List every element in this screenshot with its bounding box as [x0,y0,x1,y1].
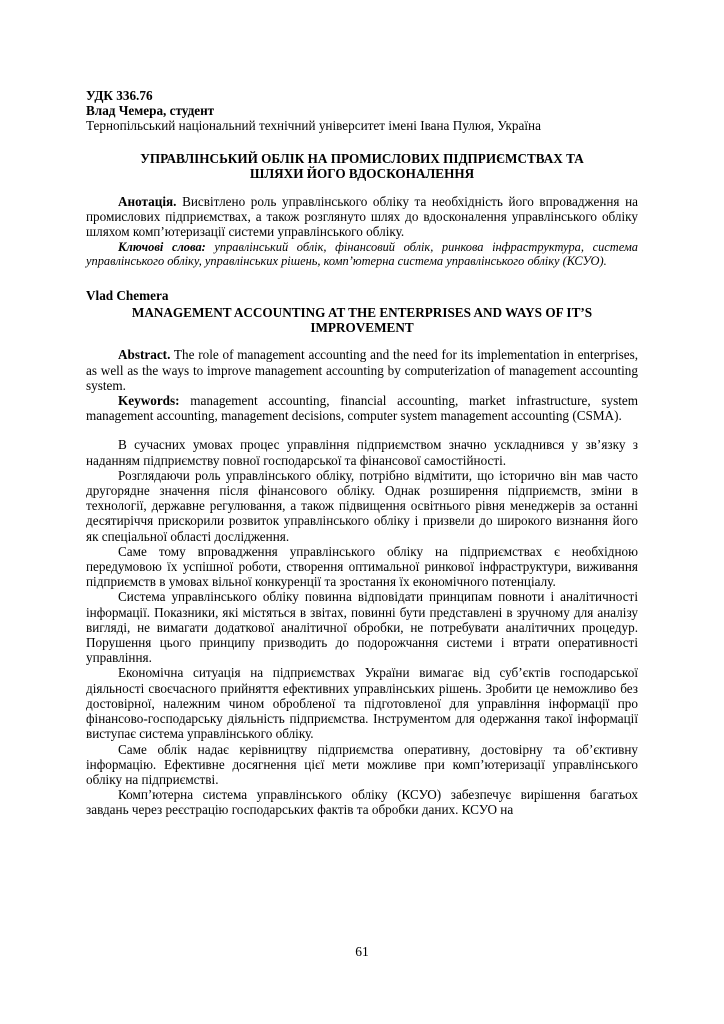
abstract-text: The role of management accounting and the need for its implementation in enterprises, as well as the ways to improve management accounting by computerization of management accounting system. [86,347,638,393]
keywords-en-text: management accounting, financial accounting, market infrastructure, system management accounting, management decisions, computer system management accounting (CSMA). [86,393,638,424]
title-en: MANAGEMENT ACCOUNTING AT THE ENTERPRISES AND WAYS OF IT’S IMPROVEMENT [131,305,593,336]
body-paragraph-7: Комп’ютерна система управлінського обліку (КСУО) забезпечує вирішення багатьох завдань через реєстрацію господарських фактів та обробки даних. КСУО на [86,787,638,818]
paper-page [86,88,638,818]
keywords-en-label: Keywords: [118,393,180,409]
annotation-text: Висвітлено роль управлінського обліку та необхідність його впровадження на промислових підприємствах, а також розглянуто шлях до вдосконалення управлінського обліку шляхом комп’ютеризації системи управлінського обліку. [86,194,638,240]
annotation [86,194,638,240]
keywords-en [86,393,638,423]
author-en: Vlad Chemera [86,287,169,303]
page-number: 61 [355,944,369,959]
keywords-ua-label: Ключові слова: [118,239,206,254]
body-paragraph-3: Саме тому впровадження управлінського обліку на підприємствах є необхідною передумовою їх успішної роботи, створення оптимальної ринкової інфраструктури, виживання підприємств в умовах вільної конкуренції та зростання їх економічного потенціалу. [86,543,638,590]
abstract [86,347,638,393]
keywords-ua [86,240,638,269]
udk-code: УДК 336.76 [86,88,153,103]
body-paragraph-4: Система управлінського обліку повинна відповідати принципам повноти і аналітичності інформації. Показники, які містяться в звітах, повинні бути представлені в зручному для аналізу вигляді, не вимагати додаткової аналітичної обробки, не потребувати аналітичних процедур. Порушення цього принципу призводить до подорожчання системи і втрати оперативності управління. [86,589,638,666]
keywords-ua-text: управлінський облік, фінансовий облік, ринкова інфраструктура, система управлінського обліку, управлінських рішень, комп’ютерна система управлінського обліку (КСУО). [86,239,639,269]
annotation-label: Анотація. [118,194,177,210]
abstract-label: Abstract. [118,347,171,363]
body-paragraph-1: В сучасних умовах процес управління підприємством значно ускладнився у зв’язку з наданням підприємству повної господарської та фінансової самостійності. [86,437,638,468]
affiliation: Тернопільський національний технічний університет імені Івана Пулюя, Україна [86,118,541,134]
title-ua: УПРАВЛІНСЬКИЙ ОБЛІК НА ПРОМИСЛОВИХ ПІДПРИЄМСТВАХ ТА ШЛЯХИ ЙОГО ВДОСКОНАЛЕННЯ [140,150,584,181]
author-name: Влад Чемера, студент [86,103,215,119]
body-paragraph-2: Розглядаючи роль управлінського обліку, потрібно відмітити, що історично він мав часто другорядне значення після фінансового обліку. Однак розширення підприємств, зміни в технології, державне регулювання, а також підвищення освітнього рівня менеджерів за останні десятиріччя прискорили розвиток управлінського обліку і призвели до широкого визнання його як спеціальної області дослідження. [86,467,638,544]
body-paragraph-5: Економічна ситуація на підприємствах України вимагає від суб’єктів господарської діяльності своєчасного прийняття ефективних управлінських рішень. Зробити це неможливо без достовірної, належним чином обробленої та підготовленої для управління інформації про фінансово-господарську діяльність підприємства. Інструментом для одержання такої інформації виступає система управлінського обліку. [86,665,638,742]
body-paragraph-6: Саме облік надає керівництву підприємства оперативну, достовірну та об’єктивну інформацію. Ефективне досягнення цієї мети можливе при комп’ютеризації управлінського обліку на підприємстві. [86,741,638,787]
